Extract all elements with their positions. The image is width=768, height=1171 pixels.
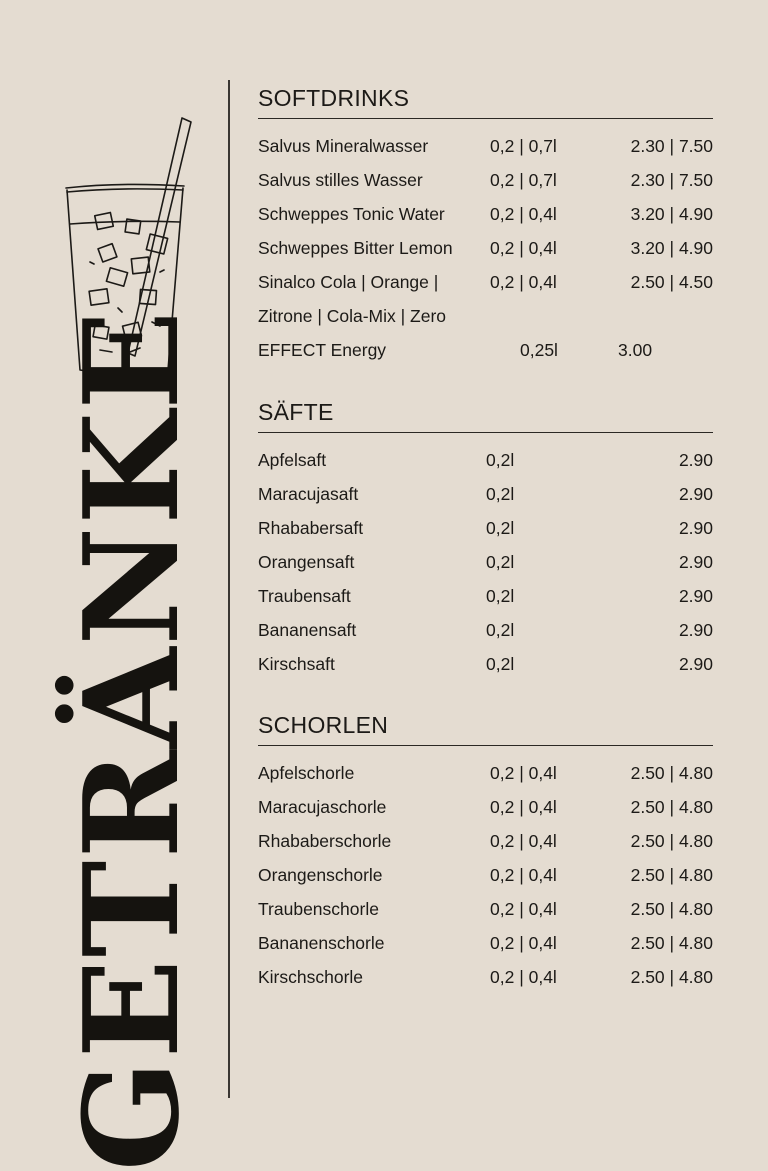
menu-item (258, 789, 713, 823)
section-heading: SOFTDRINKS (258, 84, 713, 119)
menu-item (258, 925, 713, 959)
menu-item (258, 162, 713, 196)
item-name: Orangenschorle (258, 865, 383, 885)
item-name: Traubensaft (258, 586, 351, 606)
menu-item (258, 332, 713, 366)
menu-item (258, 646, 713, 680)
item-size: 0,2 | 0,4l (490, 899, 557, 919)
item-size: 0,2 | 0,7l (490, 136, 557, 156)
item-price: 3.20 | 4.90 (630, 204, 713, 224)
item-price: 2.50 | 4.80 (630, 797, 713, 817)
item-size: 0,2 | 0,7l (490, 170, 557, 190)
item-name: Maracujaschorle (258, 797, 387, 817)
item-size: 0,2 | 0,4l (490, 763, 557, 783)
item-name: EFFECT Energy (258, 340, 387, 360)
item-name: Salvus stilles Wasser (258, 170, 423, 190)
item-price: 2.50 | 4.50 (630, 272, 713, 292)
menu-item (258, 959, 713, 993)
item-price: 2.50 | 4.80 (630, 899, 713, 919)
item-size: 0,2l (486, 552, 515, 572)
item-size: 0,2 | 0,4l (490, 865, 557, 885)
item-price: 2.90 (678, 484, 713, 504)
item-price: 2.90 (678, 654, 713, 674)
item-name: Rhababersaft (258, 518, 364, 538)
item-name: Sinalco Cola | Orange | (258, 272, 439, 292)
item-price: 3.00 (618, 340, 653, 360)
item-size: 0,2 | 0,4l (490, 933, 557, 953)
item-price: 2.30 | 7.50 (630, 170, 713, 190)
section-saefte (258, 398, 713, 680)
item-size: 0,25l (520, 340, 558, 360)
menu-item (258, 891, 713, 925)
item-size: 0,2l (486, 518, 515, 538)
item-name: Orangensaft (258, 552, 355, 572)
item-name: Salvus Mineralwasser (258, 136, 429, 156)
item-price: 2.30 | 7.50 (630, 136, 713, 156)
item-name: Traubenschorle (258, 899, 379, 919)
item-name: Kirschschorle (258, 967, 364, 987)
menu-item (258, 196, 713, 230)
item-price: 3.20 | 4.90 (630, 238, 713, 258)
item-name: Zitrone | Cola-Mix | Zero (258, 306, 447, 326)
item-name: Rhababerschorle (258, 831, 392, 851)
item-size: 0,2l (486, 620, 515, 640)
item-price: 2.50 | 4.80 (630, 865, 713, 885)
item-name: Apfelschorle (258, 763, 355, 783)
section-heading: SCHORLEN (258, 711, 713, 746)
item-price: 2.90 (678, 450, 713, 470)
item-size: 0,2 | 0,4l (490, 831, 557, 851)
vertical-divider (228, 80, 230, 1098)
item-size: 0,2l (486, 586, 515, 606)
item-price: 2.50 | 4.80 (630, 933, 713, 953)
item-size: 0,2l (486, 450, 515, 470)
section-schorlen (258, 711, 713, 993)
item-price: 2.50 | 4.80 (630, 763, 713, 783)
item-price: 2.50 | 4.80 (630, 831, 713, 851)
item-name: Maracujasaft (258, 484, 359, 504)
menu-item (258, 544, 713, 578)
item-price: 2.50 | 4.80 (630, 967, 713, 987)
item-name: Bananenschorle (258, 933, 385, 953)
menu-item (258, 578, 713, 612)
item-size: 0,2 | 0,4l (490, 238, 557, 258)
menu-item (258, 128, 713, 162)
menu-item (258, 857, 713, 891)
item-name: Bananensaft (258, 620, 357, 640)
item-price: 2.90 (678, 586, 713, 606)
item-size: 0,2 | 0,4l (490, 797, 557, 817)
menu-item (258, 298, 713, 332)
item-name: Schweppes Bitter Lemon (258, 238, 453, 258)
item-name: Schweppes Tonic Water (258, 204, 445, 224)
item-size: 0,2 | 0,4l (490, 272, 557, 292)
item-name: Apfelsaft (258, 450, 327, 470)
item-price: 2.90 (678, 552, 713, 572)
menu-item (258, 823, 713, 857)
menu-item (258, 442, 713, 476)
item-name: Kirschsaft (258, 654, 335, 674)
menu-item (258, 476, 713, 510)
menu-item (258, 612, 713, 646)
section-softdrinks (258, 84, 713, 366)
menu-item (258, 230, 713, 264)
menu-item (258, 264, 713, 298)
item-size: 0,2l (486, 484, 515, 504)
page-title: GETRÄNKE (55, 308, 208, 1171)
section-heading: SÄFTE (258, 398, 713, 433)
item-price: 2.90 (678, 518, 713, 538)
item-price: 2.90 (678, 620, 713, 640)
item-size: 0,2 | 0,4l (490, 967, 557, 987)
menu-item (258, 510, 713, 544)
item-size: 0,2 | 0,4l (490, 204, 557, 224)
menu-item (258, 755, 713, 789)
item-size: 0,2l (486, 654, 515, 674)
